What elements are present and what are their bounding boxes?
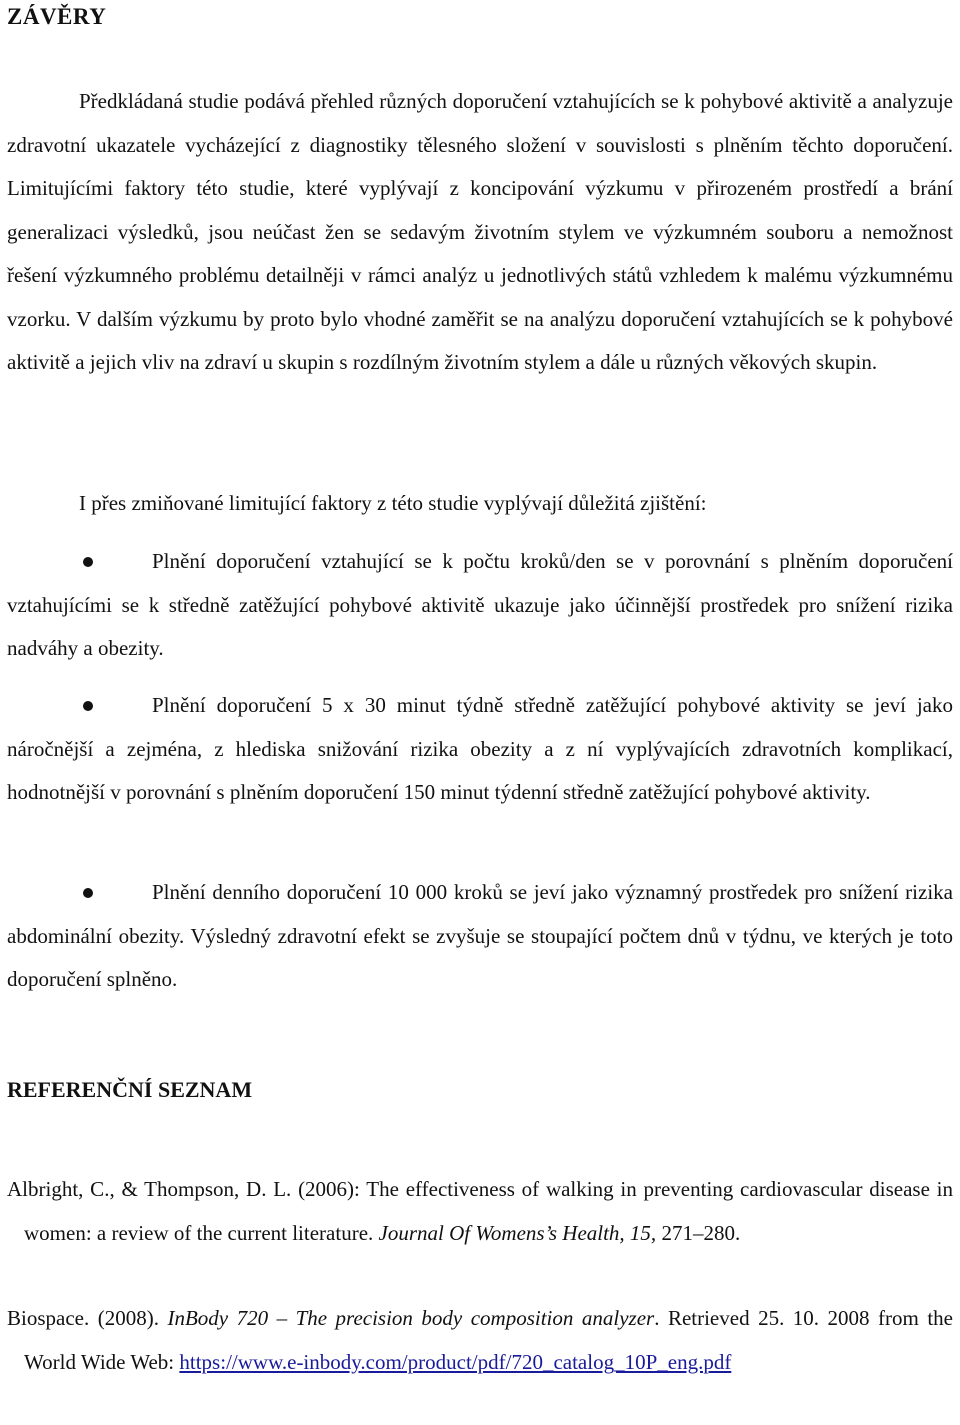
reference-item — [7, 1297, 953, 1384]
finding-bullet-2: Plnění doporučení 5 x 30 minut týdně středně zatěžující pohybové aktivity se jeví jako náročnější a zejména, z hlediska snižování rizika obezity a z ní vyplývajících zdravotních komplikací, hodnotnější v porovnání s plněním doporučení 150 minut týdenní středně zatěžující pohybové aktivity. — [7, 693, 953, 804]
finding-bullet-3: Plnění denního doporučení 10 000 kroků se jeví jako významný prostředek pro snížení rizika abdominální obezity. Výsledný zdravotní efekt se zvyšuje se stoupající počtem dnů v týdnu, ve kterých je toto doporučení splněno. — [7, 880, 953, 991]
reference-pages: 271–280. — [656, 1220, 741, 1245]
reference-link[interactable]: https://www.e-inbody.com/product/pdf/720_catalog_10P_eng.pdf — [179, 1349, 732, 1374]
reference-journal: Journal Of Womens’s Health, 15, — [378, 1220, 657, 1245]
references-heading: REFERENČNÍ SEZNAM — [7, 1077, 253, 1102]
conclusions-heading: ZÁVĚRY — [7, 4, 107, 29]
reference-item — [7, 1168, 953, 1255]
finding-bullet-1: Plnění doporučení vztahující se k počtu kroků/den se v porovnání s plněním doporučení vztahujícími se k středně zatěžující pohybové aktivitě ukazuje jako účinnější prostředek pro snížení rizika nadváhy a obezity. — [7, 549, 953, 660]
reference-text: Biospace. (2008). — [7, 1306, 168, 1330]
conclusions-paragraph-1: Předkládaná studie podává přehled různých doporučení vztahujících se k pohybové aktivitě a analyzuje zdravotní ukazatele vycházející z diagnostiky tělesného složení v souvislosti s plněním těchto doporučení. Limitujícími faktory této studie, které vyplývají z koncipování výzkumu v přirozeném prostředí a brání generalizaci výsledků, jsou neúčast žen se sedavým životním stylem ve výzkumném souboru a nemožnost řešení výzkumného problému detailněji v rámci analýz u jednotlivých států vzhledem k malému výzkumnému vzorku. V dalším výzkumu by proto bylo vhodné zaměřit se na analýzu doporučení vztahujících se k pohybové aktivitě a jejich vliv na zdraví u skupin s rozdílným životním stylem a dále u různých věkových skupin. — [7, 89, 953, 374]
reference-text: Albright, C., & Thompson, D. L. (2006): The effectiveness of walking in preventing cardiovascular disease in women: a review of the current literature. — [7, 1177, 953, 1245]
reference-retrieval: . Retrieved 25. 10. 2008 from the World Wide Web: — [24, 1306, 953, 1374]
conclusions-paragraph-2: I přes zmiňované limitující faktory z této studie vyplývají důležitá zjištění: — [79, 491, 707, 515]
reference-title: InBody 720 – The precision body composition analyzer — [167, 1306, 655, 1330]
